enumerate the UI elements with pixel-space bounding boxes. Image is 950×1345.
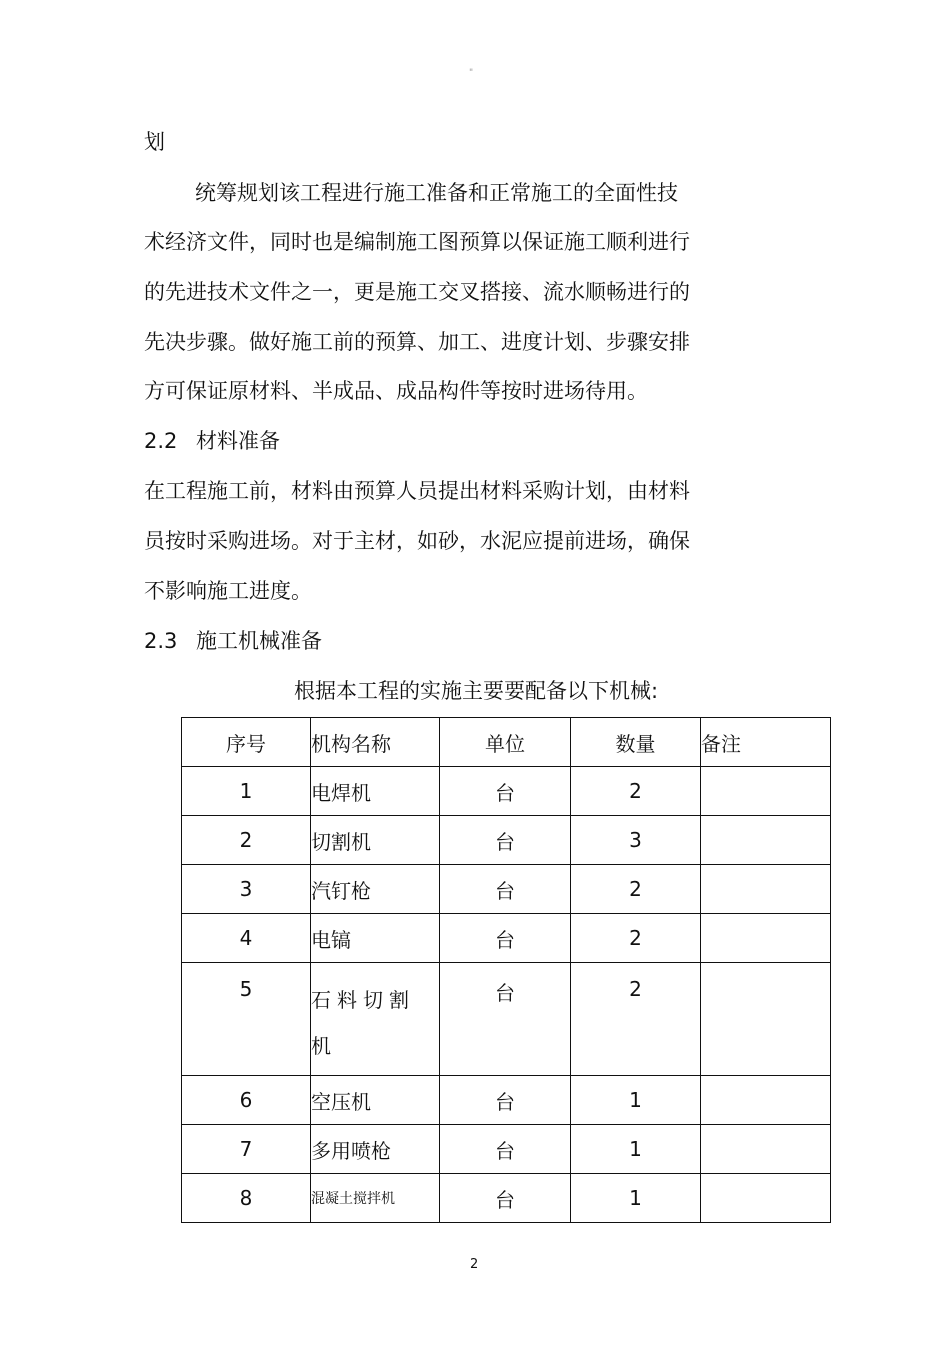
cell-seq: 2: [182, 816, 311, 865]
cell-name: 混凝土搅拌机: [311, 1174, 440, 1223]
cell-name-text: 石料切割机: [311, 988, 415, 1058]
cell-seq: 6: [182, 1076, 311, 1125]
cell-seq: 3: [182, 865, 311, 914]
table-row: [182, 816, 831, 865]
section-number: 2.2: [144, 429, 178, 453]
machinery-table: [181, 717, 831, 1223]
table-row: [182, 963, 831, 1076]
cell-seq: 1: [182, 767, 311, 816]
header-qty: 数量: [571, 718, 701, 767]
cell-qty: 3: [571, 816, 701, 865]
section-heading-2-3: [144, 627, 322, 655]
cell-note: [701, 1076, 831, 1125]
cell-name: [311, 963, 440, 1076]
cell-name: 空压机: [311, 1076, 440, 1125]
section-title: 施工机械准备: [196, 629, 322, 653]
paragraph-line: 术经济文件，同时也是编制施工图预算以保证施工顺利进行: [144, 230, 690, 254]
paragraph-line: 在工程施工前，材料由预算人员提出材料采购计划，由材料: [144, 479, 690, 503]
paragraph-line: 统筹规划该工程进行施工准备和正常施工的全面性技: [195, 181, 678, 205]
cell-qty: 2: [571, 865, 701, 914]
cell-note: [701, 865, 831, 914]
cell-seq: 7: [182, 1125, 311, 1174]
table-row: [182, 1125, 831, 1174]
cell-note: [701, 914, 831, 963]
paragraph-line: 先决步骤。做好施工前的预算、加工、进度计划、步骤安排: [144, 330, 690, 354]
paragraph-line: 方可保证原材料、半成品、成品构件等按时进场待用。: [144, 379, 648, 403]
cell-unit: 台: [440, 816, 571, 865]
cell-name: 汽钉枪: [311, 865, 440, 914]
cell-seq: 5: [182, 963, 311, 1076]
cell-unit: 台: [440, 914, 571, 963]
table-row: [182, 767, 831, 816]
table-header-row: [182, 718, 831, 767]
section-heading-2-2: [144, 427, 280, 455]
cell-note: [701, 1174, 831, 1223]
table-row: [182, 865, 831, 914]
section-title: 材料准备: [196, 429, 280, 453]
cell-note: [701, 1125, 831, 1174]
cell-unit: 台: [440, 865, 571, 914]
cell-name: 多用喷枪: [311, 1125, 440, 1174]
paragraph-line: 不影响施工进度。: [144, 579, 312, 603]
header-unit: 单位: [440, 718, 571, 767]
table-row: [182, 1076, 831, 1125]
cell-unit: 台: [440, 1125, 571, 1174]
cell-qty: 1: [571, 1125, 701, 1174]
page-number: 2: [470, 1257, 479, 1272]
header-mark: ": [469, 68, 474, 78]
header-seq: 序号: [182, 718, 311, 767]
cell-note: [701, 767, 831, 816]
cell-note: [701, 963, 831, 1076]
header-note: 备注: [701, 718, 831, 767]
cell-qty: 1: [571, 1174, 701, 1223]
table-caption: 根据本工程的实施主要要配备以下机械:: [294, 679, 659, 703]
table-row: [182, 1174, 831, 1223]
cell-note: [701, 816, 831, 865]
cell-unit: 台: [440, 767, 571, 816]
cell-name: 切割机: [311, 816, 440, 865]
section-number: 2.3: [144, 629, 178, 653]
cell-seq: 4: [182, 914, 311, 963]
cell-unit: 台: [440, 1174, 571, 1223]
cell-qty: 2: [571, 767, 701, 816]
paragraph-line: 的先进技术文件之一，更是施工交叉搭接、流水顺畅进行的: [144, 280, 690, 304]
cell-name: 电镐: [311, 914, 440, 963]
cell-unit: 台: [440, 1076, 571, 1125]
cell-qty: 2: [571, 914, 701, 963]
cell-qty: 2: [571, 963, 701, 1076]
table-row: [182, 914, 831, 963]
cell-unit: 台: [440, 963, 571, 1076]
cell-name: 电焊机: [311, 767, 440, 816]
cell-seq: 8: [182, 1174, 311, 1223]
header-name: 机构名称: [311, 718, 440, 767]
paragraph-line: 划: [144, 130, 165, 154]
paragraph-line: 员按时采购进场。对于主材，如砂，水泥应提前进场，确保: [144, 529, 690, 553]
cell-qty: 1: [571, 1076, 701, 1125]
